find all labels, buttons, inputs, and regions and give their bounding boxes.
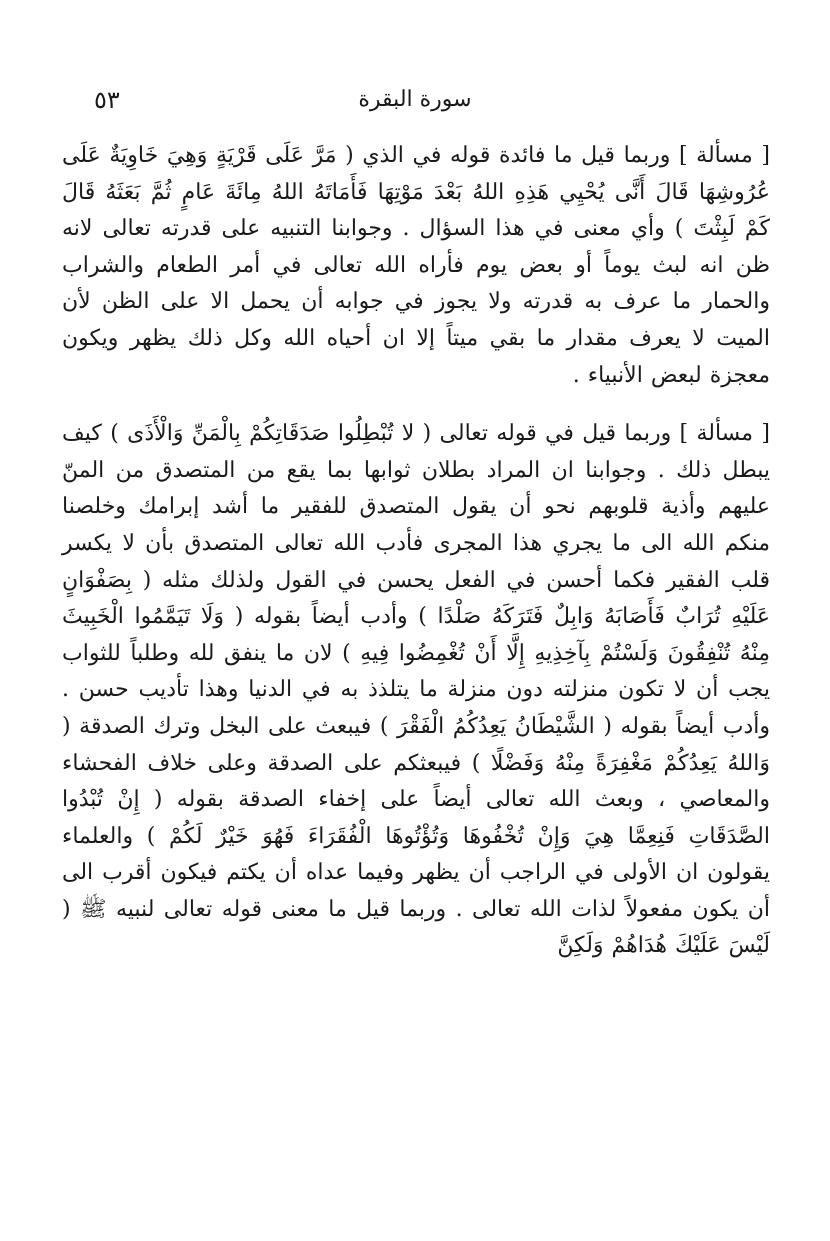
paragraph-second: [ مسألة ] وربما قيل في قوله تعالى ( لا تُبْطِلُوا صَدَقَاتِكُمْ بِالْمَنِّ وَالْأَذَى ) كيف يبطل ذلك . وجوابنا ان المراد بطلان ثوابها بما يقع من المتصدق من المنّ عليهم وأذية قلوبهم نحو أن يقول المتصدق للفقير ما أشد إبرامك وخلصنا منكم الله الى ما يجري هذا المجرى فأدب الله تعالى المتصدق بأن لا يكسر قلب الفقير فكما أحسن في الفعل يحسن في القول ولذلك مثله ( بِصَفْوَانٍ عَلَيْهِ تُرَابٌ فَأَصَابَهُ وَابِلٌ فَتَرَكَهُ صَلْدًا ) وأدب أيضاً بقوله ( وَلَا تَيَمَّمُوا الْخَبِيثَ مِنْهُ تُنْفِقُونَ وَلَسْتُمْ بِآخِذِيهِ إِلَّا أَنْ تُغْمِضُوا فِيهِ ) لان ما ينفق لله وطلباً للثواب يجب أن لا تكون منزلته دون منزلة ما يتلذذ به في الدنيا وهذا تأديب حسن . وأدب أيضاً بقوله ( الشَّيْطَانُ يَعِدُكُمُ الْفَقْرَ ) فيبعث على البخل وترك الصدقة ( وَاللهُ يَعِدُكُمْ مَغْفِرَةً مِنْهُ وَفَضْلًا ) فيبعثكم على الصدقة وعلى خلاف الفحشاء والمعاصي ، وبعث الله تعالى أيضاً على إخفاء الصدقة بقوله ( إِنْ تُبْدُوا الصَّدَقَاتِ فَنِعِمَّا هِيَ وَإِنْ تُخْفُوهَا وَتُؤْتُوهَا الْفُقَرَاءَ فَهُوَ خَيْرٌ لَكُمْ ) والعلماء يقولون ان الأولى في الراجب أن يظهر وفيما عداه أن يكتم فيكون أقرب الى أن يكون مفعولاً لذات الله تعالى . وربما قيل ما معنى قوله تعالى لنبيه ﷺ ( لَيْسَ عَلَيْكَ هُدَاهُمْ وَلَكِنَّ <box>62 421 770 959</box>
page-header <box>70 82 760 118</box>
body-text <box>62 138 770 965</box>
paragraph-first: [ مسألة ] وربما قيل ما فائدة قوله في الذي ( مَرَّ عَلَى قَرْيَةٍ وَهِيَ خَاوِيَةٌ عَلَى عُرُوشِهَا قَالَ أَنَّى يُحْيِي هَذِهِ اللهُ بَعْدَ مَوْتِهَا فَأَمَاتَهُ اللهُ مِائَةَ عَامٍ ثُمَّ بَعَثَهُ قَالَ كَمْ لَبِثْتَ ) وأي معنى في هذا السؤال . وجوابنا التنبيه على قدرته تعالى لانه ظن انه لبث يوماً أو بعض يوم فأراه الله تعالى في أمر الطعام والشراب والحمار ما عرف به قدرته ولا يجوز في جوابه أن يحمل الا على الظن لأن الميت لا يعرف مقدار ما بقي ميتاً إلا ان أحياه الله وكل ذلك يظهر ويكون معجزة لبعض الأنبياء . <box>62 143 770 388</box>
page-number: ٥٣ <box>94 86 120 114</box>
running-title: سورة البقرة <box>358 87 472 112</box>
